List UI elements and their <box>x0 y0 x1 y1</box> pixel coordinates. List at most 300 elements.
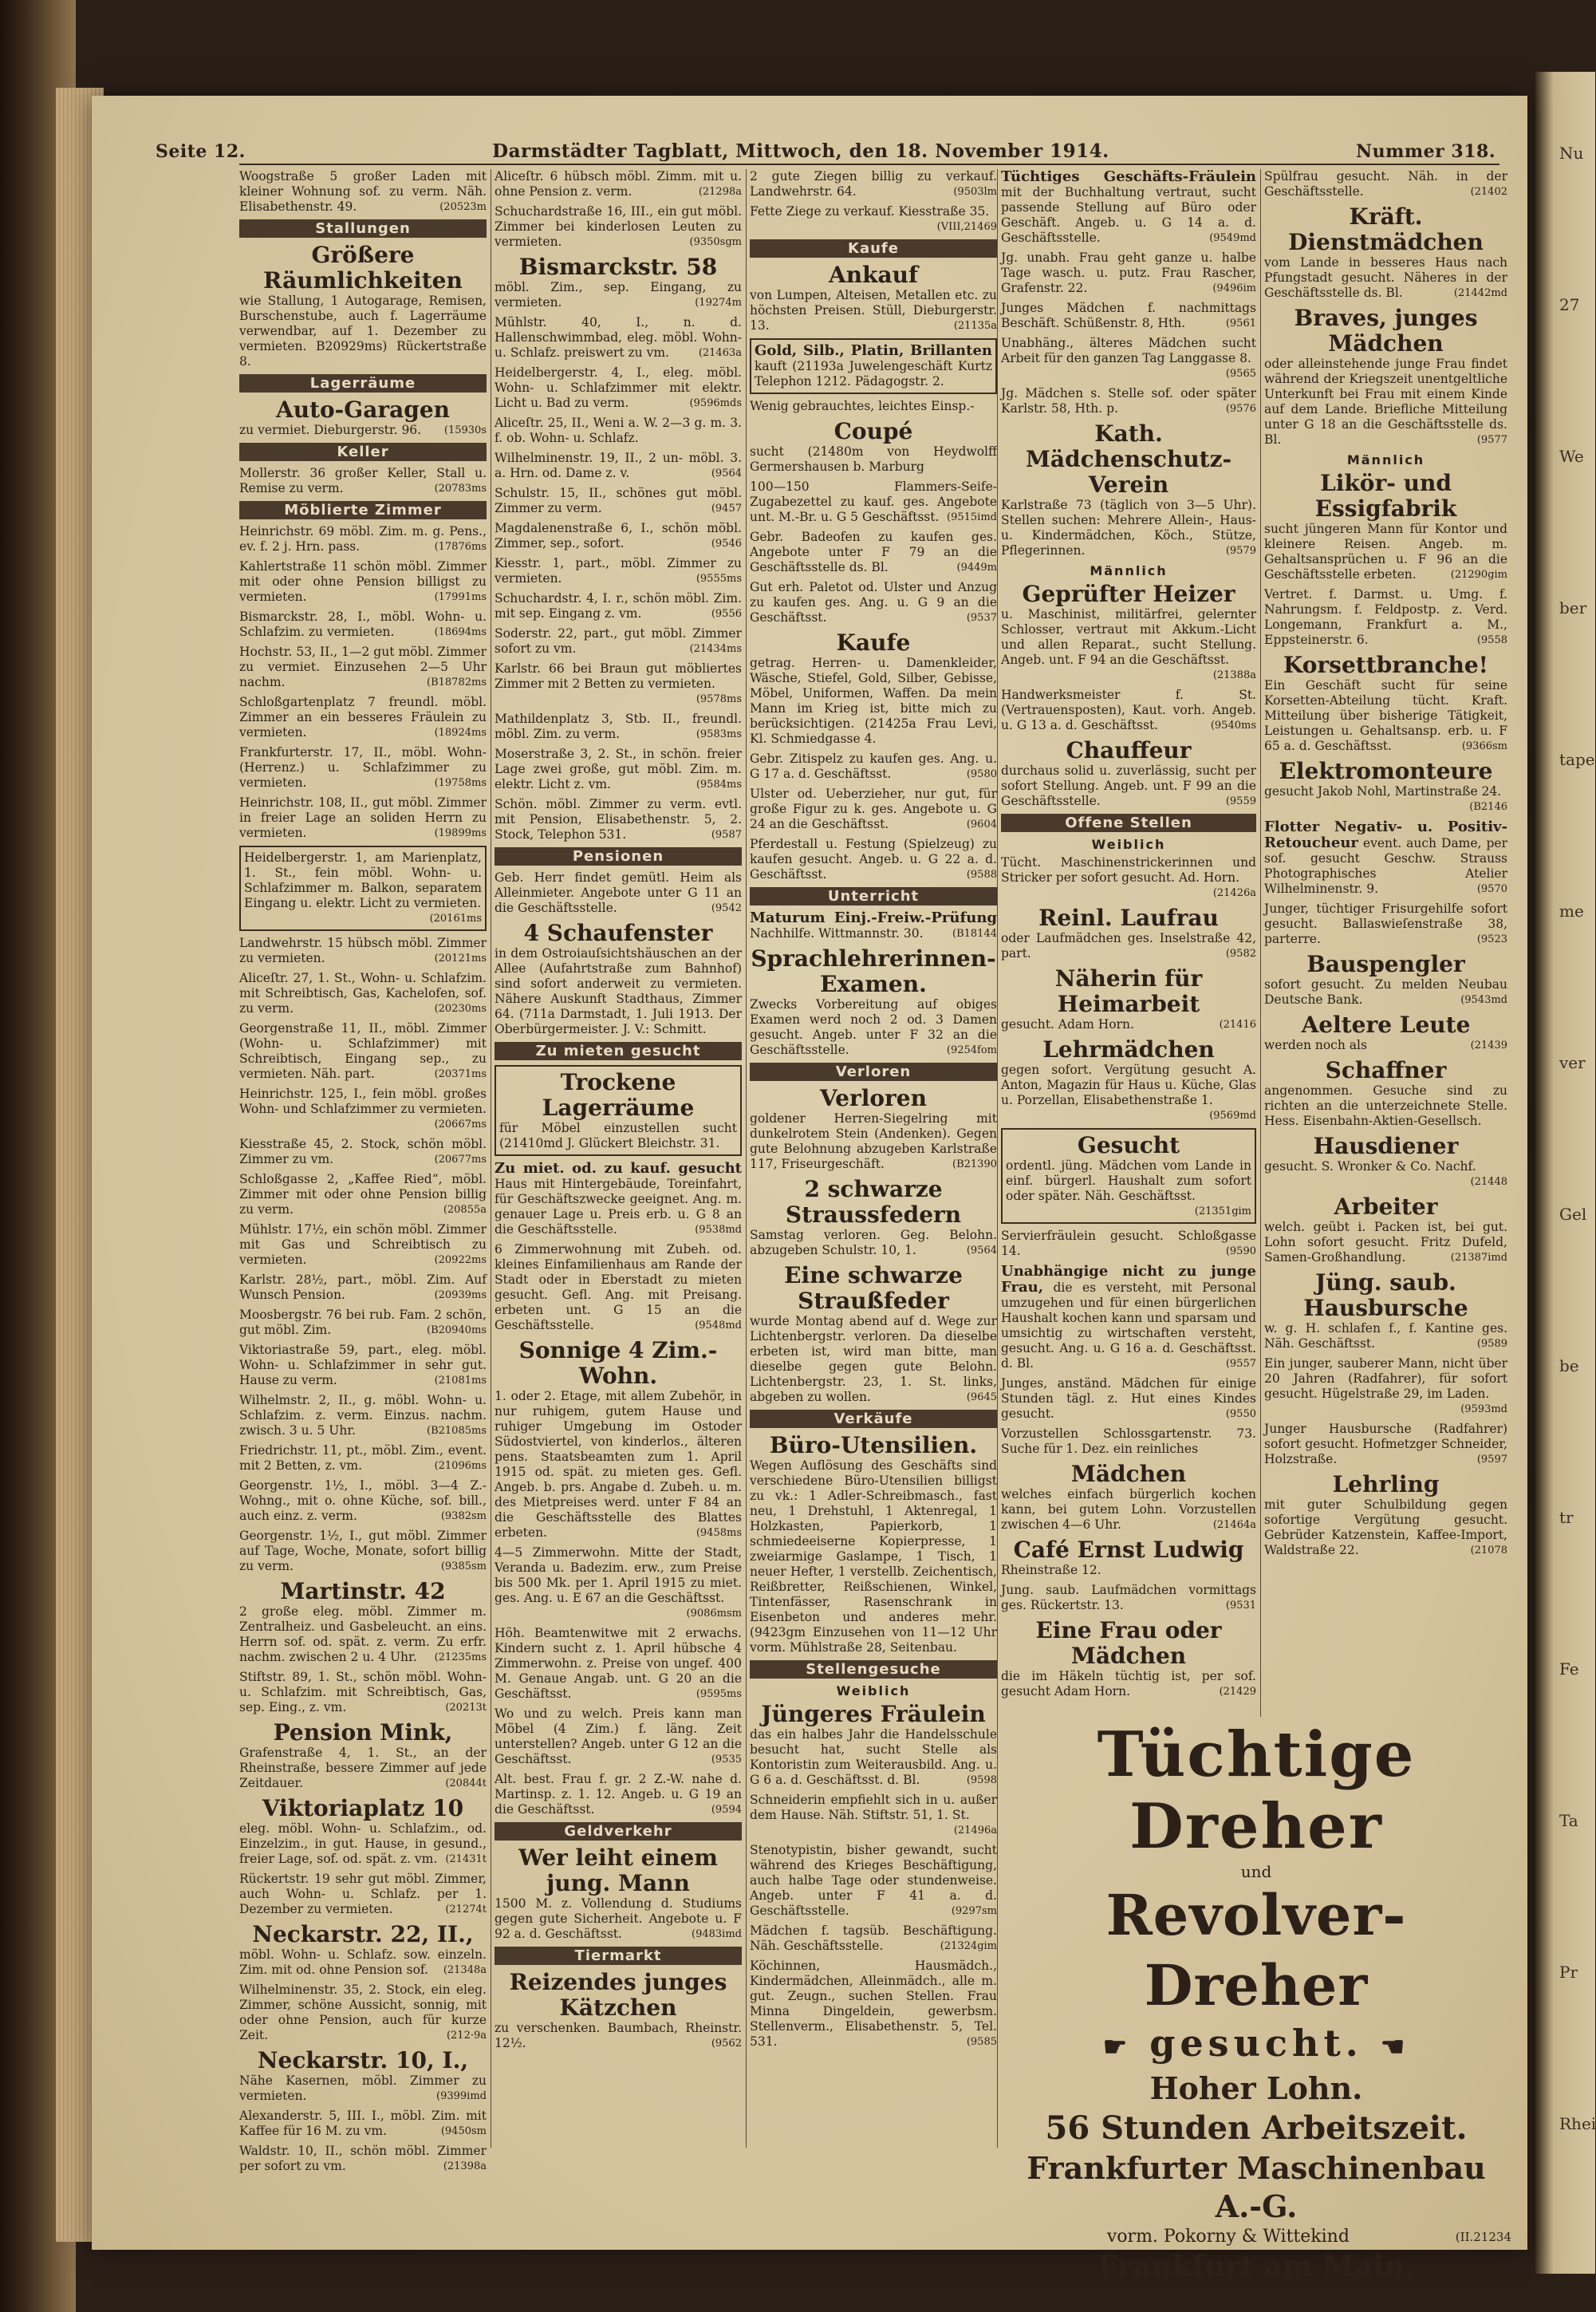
ad-reference-number: (21402 <box>1470 186 1507 198</box>
next-page-fragment: Pr <box>1559 1963 1578 1982</box>
ad-text: Heidelbergerstr. 1, am Marienplatz, 1. St., fein möbl. Wohn- u. Schlafzimmer m. Balkon, separatem Eingang u. elektr. Licht zu vermieten. <box>244 850 482 910</box>
ad-heading: Chauffeur <box>1066 737 1192 763</box>
ad-text: Zwecks Vorbereitung auf obiges Examen werd noch 2 od. 3 Damen gesucht. Angeb. unter F 32 an die Geschäftsstelle. <box>750 997 997 1057</box>
next-page-fragment: me <box>1559 902 1584 921</box>
classified-ad <box>239 645 487 690</box>
ad-heading: Jüngeres Fräulein <box>761 1701 986 1727</box>
ad-reference-number: (21135a <box>953 320 997 332</box>
ad-reference-number: (20677ms <box>434 1154 487 1166</box>
classified-ad <box>1264 169 1507 199</box>
ad-reference-number: (B18782ms <box>427 677 487 688</box>
ad-text: zu vermiet. Dieburgerstr. 96. <box>239 423 422 437</box>
ad-text: oder alleinstehende junge Frau findet während der Kriegszeit unentgeltliche Unterkunft bei Frau mit einem Kinde auf dem Lande. Briefliche Mitteilung unter G 18 an die Geschäftsstelle ds. Bl. <box>1264 357 1507 447</box>
ad-heading: Neckarstr. 22, II., <box>252 1921 474 1947</box>
ad-heading: Bauspengler <box>1306 951 1465 977</box>
ad-reference-number: (21096ms <box>434 1460 487 1472</box>
ad-reference-number: (9561 <box>1225 318 1256 329</box>
ad-reference-number: (19899ms <box>434 827 487 839</box>
ad-reference-number: (9569md <box>1209 1110 1256 1122</box>
classified-ad <box>750 262 997 333</box>
classified-ad <box>750 338 997 394</box>
classified-ad <box>239 2144 487 2174</box>
ad-reference-number: (9548md <box>695 1320 742 1332</box>
ad-heading: Neckarstr. 10, I., <box>257 2047 469 2073</box>
ad-reference-number: (9604 <box>966 819 997 831</box>
ad-reference-number: (18694ms <box>434 626 487 638</box>
ad-text: Heinrichstr. 108, II., gut möbl. Zimmer in freier Lage an soliden Herrn zu vermieten. <box>239 795 487 840</box>
ad-text: Nähe Kasernen, möbl. Zimmer zu vermieten. <box>239 2073 487 2103</box>
ad-reference-number: (9593md <box>1460 1403 1507 1415</box>
ad-text: Mollerstr. 36 großer Keller, Stall u. Remise zu verm. <box>239 466 487 495</box>
ad-reference-number: (9588 <box>966 869 997 881</box>
ad-text: kauft (21193a Juwelengeschäft Kurtz Telephon 1212. Pädagogstr. 2. <box>755 359 992 389</box>
ad-reference-number: (9579 <box>1225 545 1256 557</box>
classified-ad <box>239 1983 487 2043</box>
header-rule <box>239 164 1499 165</box>
ad-text: Jung. saub. Laufmädchen vormittags ges. Rückertstr. 13. <box>1001 1583 1256 1612</box>
ad-reference-number: (9589 <box>1476 1338 1507 1350</box>
classified-ad <box>1001 905 1256 961</box>
ad-reference-number: (9556 <box>711 608 742 620</box>
classified-ad <box>1264 653 1507 754</box>
classified-ad <box>495 486 742 516</box>
classified-ad <box>750 479 997 525</box>
ad-text: Gebr. Badeofen zu kaufen ges. Angebote unter F 79 an die Geschäftsstelle ds. Bl. <box>750 530 997 574</box>
classified-ad <box>495 870 742 916</box>
ad-reference-number: (20783ms <box>434 483 487 495</box>
ad-reference-number: (21235ms <box>434 1651 487 1663</box>
classified-ad <box>239 610 487 640</box>
ad-text: Moserstraße 3, 2. St., in schön. freier Lage zwei große, gut möbl. Zim. m. elektr. Licht z. vm. <box>495 747 742 791</box>
ad-heading: Schaffner <box>1325 1057 1447 1083</box>
classified-ad <box>1264 1270 1507 1351</box>
ad-text: Junges, anständ. Mädchen für einige Stunden tägl. z. Hut eines Kindes gesucht. <box>1001 1376 1256 1421</box>
next-page-fragment: 27 <box>1559 295 1580 314</box>
ad-text: welch. geübt i. Packen ist, bei gut. Lohn sofort gesucht. Fritz Dufeld, Samen-Großhandlung. <box>1264 1220 1507 1264</box>
ad-heading: Unabhängige nicht zu junge Frau, <box>1001 1263 1256 1296</box>
classified-ad <box>239 1922 487 1978</box>
classified-ad <box>750 1702 997 1788</box>
ad-text: Mädchen f. tagsüb. Beschäftigung. Näh. Geschäftsstelle. <box>750 1923 997 1953</box>
ad-text: mit guter Schulbildung gegen sofortige Vergütung gesucht. Gebrüder Katzenstein, Kaffee-Import, Waldstraße 22. <box>1264 1497 1507 1557</box>
classified-ad <box>495 1706 742 1767</box>
ad-heading: Lehrling <box>1332 1471 1440 1497</box>
classified-ad <box>750 910 997 941</box>
subsection-heading: Weiblich <box>1091 837 1166 852</box>
classified-ad <box>495 1970 742 2051</box>
classified-ad <box>1264 759 1507 815</box>
classified-ad <box>239 971 487 1016</box>
classified-ad <box>239 466 487 496</box>
classified-ad <box>495 626 742 657</box>
classified-ad <box>495 661 742 707</box>
classified-ad <box>750 1923 997 1954</box>
ad-text: Soderstr. 22, part., gut möbl. Zimmer sofort zu vm. <box>495 626 742 656</box>
ad-text: Schneiderin empfiehlt sich in u. außer dem Hause. Näh. Stiftstr. 51, 1. St. <box>750 1793 997 1822</box>
classified-ad <box>1264 471 1507 582</box>
ad-reference-number: (21388a <box>1212 669 1256 681</box>
column-2 <box>495 169 742 2164</box>
classified-ad <box>495 1242 742 1333</box>
column-1 <box>239 169 487 2173</box>
next-page-fragment: Nu <box>1559 144 1584 163</box>
next-page-fragment: ber <box>1559 598 1587 617</box>
ad-text: Ein Geschäft sucht für seine Korsetten-Abteilung tücht. Kraft. Mitteilung über bisherige Tätigkeit, Leistungen u. Gehaltsansp. erb. u. F 65 a. d. Geschäftsst. <box>1264 678 1507 753</box>
ad-heading: Gold, Silb., Platin, Brillanten <box>755 342 992 359</box>
ad-reference-number: (9550 <box>1225 1408 1256 1420</box>
ad-headline-2: Revolver-Dreher <box>1105 1882 1407 2018</box>
ad-text: Junger, tüchtiger Frisurgehilfe sofort gesucht. Ballaswieſenstraße 38, parterre. <box>1264 902 1507 946</box>
ad-text: angenommen. Gesuche sind zu richten an die unterzeichnete Stelle. Hess. Eisenbahn-Aktien-Gesellsch. <box>1264 1083 1507 1128</box>
ad-text: die es versteht, mit Personal umzugehen und für einen bürgerlichen Haushalt kochen kann und sparsam und umsichtig zu wirtschaften versteht, gesucht. Ang. u. G 16 a. d. Geschäftsst. d. Bl. <box>1001 1280 1256 1371</box>
ad-reference-number: (9449m <box>956 562 997 574</box>
classified-ad <box>750 580 997 625</box>
column-5 <box>1264 169 1507 1717</box>
ad-text: gesucht Jakob Nohl, Martinstraße 24. <box>1264 784 1502 799</box>
issue-number: Nummer 318. <box>1355 141 1496 162</box>
ad-reference-number: (9562 <box>711 2038 742 2050</box>
ad-text: 4—5 Zimmerwohn. Mitte der Stadt, Veranda u. Badezim. erw., zum Preise bis 500 Mk. per 1. April 1915 zu miet. ges. Ang. u. E 67 an die Geschäftsst. <box>495 1545 742 1605</box>
ad-text: Junges Mädchen f. nachmittags Beschäft. Schüßenstr. 8, Hth. <box>1001 301 1256 330</box>
ad-text: Wilhelminenstr. 19, II., 2 un- möbl. 3. a. Hrn. od. Dame z. v. <box>495 451 742 480</box>
classified-ad <box>1001 421 1256 558</box>
classified-ad <box>495 169 742 199</box>
classified-ad <box>495 556 742 586</box>
classified-ad <box>1001 966 1256 1032</box>
ad-text: u. Maschinist, militärfrei, gelernter Schlosser, vertraut mit Akkum.-Licht und allen Reparat., sucht Stellung. Angeb. unt. F 94 an die Geschäftsst. <box>1001 607 1256 667</box>
ad-reference-number: (9549md <box>1209 232 1256 244</box>
ad-text: Fette Ziege zu verkauf. Kiesstraße 35. <box>750 204 990 219</box>
next-page-fragment: be <box>1559 1356 1579 1375</box>
classified-ad <box>239 1172 487 1217</box>
ad-text: Wenig gebrauchtes, leichtes Einsp.- <box>750 399 975 413</box>
ad-heading: 4 Schaufenster <box>523 920 713 946</box>
ad-text: das ein halbes Jahr die Handelsschule besucht hat, sucht Stelle als Kontoristin zum Weiterausbild. Ang. u. G 6 a. d. Geschäftsst. d. Bl. <box>750 1727 997 1787</box>
ad-text: Wegen Auflösung des Geschäfts sind verschiedene Büro-Utensilien billigst zu vk.: 1 Adler-Schreibmasch., fast neu, 1 Drehstuhl, 1 Aktenregal, 1 Holzkasten, Papierkorb, 1 schmiedeeiserne Kopierpresse, 1 zweiarmige Gaslampe, 1 Tisch, 1 neuer Hefter, 1 verstellb. Zeichentisch, Reißbretter, Reißschienen, Winkel, Tintenfässer, Rasenschrank in Eisenbeton und anderes mehr. (9423gm Einzusehen von 11—12 Uhr vorm. Mühlstraße 28, Seitenbau. <box>750 1458 997 1655</box>
ad-text: Schön. möbl. Zimmer zu verm. evtl. mit Pension, Elisabethenstr. 5, 2. Stock, Telephon 531. <box>495 797 742 842</box>
classified-ad <box>1264 1058 1507 1129</box>
ad-text: durchaus solid u. zuverlässig, sucht per sofort Stellung. Angeb. unt. F 99 an die Geschäftsstelle. <box>1001 763 1256 808</box>
ad-text: Friedrichstr. 11, pt., möbl. Zim., event. mit 2 Betten, z. vm. <box>239 1443 487 1473</box>
ad-reference-number: (B20940ms <box>427 1324 487 1336</box>
ad-reference-number: (9594 <box>711 1804 742 1816</box>
next-page-fragment: Fe <box>1559 1659 1579 1679</box>
classified-ad <box>495 204 742 250</box>
ad-text: 100—150 Flammers-Seife-Zugabezettel zu kauf. ges. Angebote unt. M.-Br. u. G 5 Geschäftsst. <box>750 479 997 524</box>
ad-heading: Café Ernst Ludwig <box>1013 1537 1244 1563</box>
ad-reference-number: (9577 <box>1476 434 1507 446</box>
ad-text: Kahlertstraße 11 schön möbl. Zimmer mit oder ohne Pension billigst zu vermieten. <box>239 559 487 604</box>
classified-ad <box>1264 1134 1507 1190</box>
ad-text: event. auch Dame, per sof. gesucht Geschw. Strauss Photographisches Atelier Wilhelminenstr. 9. <box>1264 836 1507 896</box>
classified-ad <box>495 254 742 310</box>
ad-text: Schloßgasse 2, „Kaffee Ried“, möbl. Zimmer mit oder ohne Pension billig zu verm. <box>239 1172 487 1217</box>
ad-heading: 2 schwarze Straussfedern <box>785 1176 962 1228</box>
ad-heading: Tüchtiges Geschäfts-Fräulein <box>1001 168 1256 185</box>
ad-heading: Reinl. Laufrau <box>1038 905 1219 931</box>
ad-reference-number: (212·9a <box>446 2030 487 2042</box>
ad-reference-number: (9542 <box>711 902 742 914</box>
ad-text: Rheinstraße 12. <box>1001 1563 1101 1577</box>
classified-ad <box>239 1222 487 1268</box>
ad-reference-number: (15930s <box>443 424 487 436</box>
classified-ad <box>1001 738 1256 809</box>
classified-ad <box>750 169 997 199</box>
classified-ad <box>239 846 487 931</box>
ad-text: Moosbergstr. 76 bei rub. Fam. 2 schön, gut möbl. Zim. <box>239 1308 487 1337</box>
classified-ad <box>239 524 487 554</box>
next-page-fragment: Ta <box>1559 1811 1578 1830</box>
classified-ad <box>239 1796 487 1867</box>
ad-reference-number: (20230ms <box>434 1003 487 1015</box>
ad-text: zu verschenken. Baumbach, Rheinstr. 12½. <box>495 2021 742 2050</box>
ad-reference-number: (B21085ms <box>427 1425 487 1437</box>
ad-text: Waldstr. 10, II., schön möbl. Zimmer per sofort zu vm. <box>239 2144 487 2173</box>
column-4 <box>1001 169 1256 1717</box>
ad-heading: Mädchen <box>1070 1461 1187 1487</box>
ad-reference-number: (21448 <box>1470 1176 1507 1188</box>
ad-text: von Lumpen, Alteisen, Metallen etc. zu höchsten Preisen. Stüll, Dieburgerstr. 13. <box>750 288 997 333</box>
classified-ad <box>1264 587 1507 648</box>
ad-reference-number: (18924ms <box>434 727 487 739</box>
ad-text: Mathildenplatz 3, Stb. II., freundl. möbl. Zim. zu verm. <box>495 712 742 741</box>
ad-reference-number: (20213t <box>445 1702 487 1714</box>
classified-ad <box>750 630 997 747</box>
ad-text: Samstag verloren. Geg. Belohn. abzugeben Schulstr. 10, 1. <box>750 1228 997 1257</box>
ad-text: möbl. Zim., sep. Eingang, zu vermieten. <box>495 280 742 310</box>
classified-ad <box>750 837 997 882</box>
ad-reference-number: (20939ms <box>434 1289 487 1301</box>
classified-ad <box>1001 582 1256 683</box>
ad-text: Ein junger, sauberer Mann, nicht über 20 Jahren (Radfahrer), für sofort gesucht. Hügelstraße 29, im Laden. <box>1264 1356 1507 1401</box>
ad-text: Stiftstr. 89, 1. St., schön möbl. Wohn- u. Schlafzim. mit Schreibtisch, Gas, sep. Eing., z. vm. <box>239 1670 487 1714</box>
ad-text: Landwehrstr. 15 hübsch möbl. Zimmer zu vermieten. <box>239 936 487 965</box>
classified-ad <box>1264 1472 1507 1558</box>
classified-ad <box>495 747 742 792</box>
ad-reference-number: (9538md <box>695 1224 742 1236</box>
classified-ad <box>1264 1422 1507 1467</box>
next-page-fragment: tape <box>1559 750 1595 769</box>
ad-reference-number: (20922ms <box>434 1254 487 1266</box>
ad-heading: Korsettbranche! <box>1283 652 1488 678</box>
classified-ad <box>495 797 742 842</box>
ad-heading: Arbeiter <box>1334 1193 1438 1220</box>
ad-company-sub: vorm. Pokorny & Wittekind (II.21234 <box>1106 2227 1511 2247</box>
ad-reference-number: (21298a <box>698 186 742 198</box>
ad-reference-number: (9531 <box>1225 1600 1256 1612</box>
ad-text: Schulstr. 15, II., schönes gut möbl. Zimmer zu verm. <box>495 486 742 515</box>
next-page-fragment: ver <box>1559 1053 1586 1072</box>
pointing-hand-icon: ☛ <box>1102 2031 1133 2063</box>
ad-heading: Lehrmädchen <box>1042 1036 1215 1063</box>
ad-reference-number: (19758ms <box>434 777 487 789</box>
section-heading: Lagerräume <box>239 374 487 393</box>
ad-reference-number: (9582 <box>1225 948 1256 960</box>
classified-ad <box>495 1772 742 1817</box>
classified-ad <box>239 1872 487 1917</box>
subsection-heading: Männlich <box>1346 452 1425 468</box>
ad-reference-number: (B21390 <box>952 1158 997 1170</box>
classified-ad <box>1001 1376 1256 1422</box>
ad-text: Hochstr. 53, II., 1—2 gut möbl. Zimmer zu vermiet. Einzusehen 2—5 Uhr nachm. <box>239 645 487 689</box>
classified-ad <box>1001 1618 1256 1699</box>
ad-reference-number: (9585 <box>966 2036 997 2048</box>
column-rule <box>997 169 998 2148</box>
ad-text: Frankfurterstr. 17, II., möbl. Wohn- (Herrenz.) u. Schlafzimmer zu vermieten. <box>239 745 487 790</box>
classified-ad <box>495 1161 742 1237</box>
ad-text: Junger Hausbursche (Radfahrer) sofort gesucht. Hofmetzger Schneider, Holzstraße. <box>1264 1422 1507 1466</box>
classified-ad <box>1264 204 1507 301</box>
section-heading: Verkäufe <box>750 1410 997 1428</box>
ad-heading: Braves, junges Mädchen <box>1294 305 1478 357</box>
ad-heading: Sonnige 4 Zim.-Wohn. <box>518 1337 718 1389</box>
ad-text: Georgenstr. 1½, I., möbl. 3—4 Z.-Wohng., mit o. ohne Küche, sof. bill., auch einz. z. verm. <box>239 1478 487 1523</box>
ad-text: Mühlstr. 17½, ein schön möbl. Zimmer mit Gas und Schreibtisch zu vermieten. <box>239 1222 487 1267</box>
classified-ad <box>495 921 742 1037</box>
classified-ad <box>1001 1426 1256 1457</box>
ad-reference-number: (9557 <box>1225 1358 1256 1370</box>
ad-reference-number: (9297sm <box>951 1905 997 1917</box>
ad-heading: Aeltere Leute <box>1301 1012 1471 1038</box>
classified-ad <box>750 1959 997 2050</box>
ad-text: Gut erh. Paletot od. Ulster und Anzug zu kaufen ges. Ang. u. G 9 an die Geschäftsst. <box>750 580 997 625</box>
classified-ad <box>495 591 742 621</box>
classified-ad <box>239 795 487 841</box>
ad-heading: Eine schwarze Straußfeder <box>784 1262 963 1314</box>
ad-reference-number: (9515imd <box>947 511 997 523</box>
ad-text: Vorzustellen Schlossgartenstr. 73. Suche für 1. Dez. ein reinliches <box>1001 1426 1256 1456</box>
ad-reference-number: (9590 <box>1225 1245 1256 1257</box>
ad-reference-number: (9596mds <box>689 397 742 409</box>
subsection-heading: Weiblich <box>836 1683 911 1698</box>
ad-reference-number: (9385sm <box>440 1560 487 1572</box>
ad-text: Heinrichstr. 125, I., fein möbl. großes Wohn- und Schlafzimmer zu vermieten. <box>239 1087 487 1116</box>
classified-ad <box>495 1845 742 1942</box>
ad-text: Bismarckstr. 28, I., möbl. Wohn- u. Schlafzim. zu vermieten. <box>239 610 487 639</box>
section-heading: Kaufe <box>750 239 997 258</box>
classified-ad <box>1264 1194 1507 1265</box>
classified-ad <box>239 1137 487 1167</box>
section-heading: Offene Stellen <box>1001 814 1256 832</box>
ad-heading: Elektromonteure <box>1279 758 1493 784</box>
ad-reference-number: (9580 <box>966 768 997 780</box>
ad-reference-number: (21274t <box>445 1904 487 1915</box>
classified-ad <box>1001 1128 1256 1224</box>
ad-text: werden noch als <box>1264 1038 1367 1052</box>
ad-reference-number: (9086msm <box>686 1608 742 1620</box>
ad-company: Frankfurter Maschinenbau A.-G. <box>1027 2150 1486 2224</box>
classified-ad <box>1001 1462 1256 1533</box>
ad-text: Karlstraße 73 (täglich von 3—5 Uhr). Stellen suchen: Mehrere Allein-, Haus- u. Kindermädchen, Köch., Stütze, Pflegerinnen. <box>1001 498 1256 558</box>
ad-reference-number: (17876ms <box>434 541 487 553</box>
display-advertisement <box>1001 1718 1511 2283</box>
ad-reference-number: (9645 <box>966 1391 997 1403</box>
ad-heading: Größere Räumlichkeiten <box>263 242 463 294</box>
ad-text: Schuchardstraße 16, III., ein gut möbl. Zimmer bei kinderlosen Leuten zu vermieten. <box>495 204 742 249</box>
ad-heading: Jüng. saub. Hausbursche <box>1303 1269 1468 1321</box>
ad-reference-number: (21416 <box>1219 1019 1256 1031</box>
classified-ad <box>1264 819 1507 897</box>
ad-text: Stenotypistin, bisher gewandt, sucht während des Krieges Beschäftigung, auch halbe Tage oder stundenweise. Angeb. unter F 41 a. d. Geschäftsstelle. <box>750 1843 997 1918</box>
classified-ad <box>239 1393 487 1438</box>
ad-heading: Reizendes junges Kätzchen <box>509 1969 727 2021</box>
ad-reference-number: (9546 <box>711 538 742 550</box>
ad-heading: Martinstr. 42 <box>280 1578 446 1604</box>
classified-ad <box>1001 688 1256 733</box>
ad-reference-number: (20855a <box>443 1204 487 1216</box>
classified-ad <box>495 416 742 446</box>
ad-reference-number: (21463a <box>698 347 742 359</box>
classified-ad <box>239 1443 487 1474</box>
ad-text: Vertret. f. Darmst. u. Umg. f. Nahrungsm. f. Feldpostp. z. Verd. Longemann, Frankfurt a. M., Eppsteinerstr. 6. <box>1264 587 1507 647</box>
classified-ad <box>495 1626 742 1702</box>
classified-ad <box>1264 1356 1507 1417</box>
ad-heading: Sprachlehrerinnen-Examen. <box>751 945 996 997</box>
classified-ad <box>239 745 487 791</box>
classified-ad <box>1001 386 1256 416</box>
section-heading: Tiermarkt <box>495 1947 742 1965</box>
ad-text: Wilhelminenstr. 35, 2. Stock, ein eleg. Zimmer, schöne Aussicht, sonnig, mit oder ohne Pension, auch für kurze Zeit. <box>239 1983 487 2042</box>
ad-text: Kiesstr. 1, part., möbl. Zimmer zu vermieten. <box>495 556 742 586</box>
classified-ad <box>239 243 487 369</box>
ad-reference-number: (9496im <box>1212 282 1256 294</box>
ad-text: Nachhilfe. Wittmannstr. 30. <box>750 926 924 941</box>
classified-ad <box>750 530 997 575</box>
next-page-fragment: Gel <box>1559 1205 1587 1224</box>
classified-ad <box>239 2109 487 2139</box>
ad-text: Handwerksmeister f. St. (Vertrauensposten), Kaut. vorh. Angeb. u. G 13 a. d. Geschäftsst. <box>1001 688 1256 732</box>
ad-reference-number: (17991ms <box>434 591 487 603</box>
ad-text: Wilhelmstr. 2, II., g. möbl. Wohn- u. Schlafzim. z. verm. Einzus. nachm. zwisch. 3 u. 5 Uhr. <box>239 1393 487 1438</box>
ad-text: Schloßgartenplatz 7 freundl. möbl. Zimmer an ein besseres Fräulein zu vermieten. <box>239 695 487 740</box>
ad-reference-number: (9584ms <box>696 779 742 791</box>
ad-text: Wo und zu welch. Preis kann man Möbel (4 Zim.) f. läng. Zeit unterstellen? Angeb. unter G 12 an die Geschäftsst. <box>495 1706 742 1766</box>
ad-reference-number: (9543md <box>1460 994 1507 1006</box>
ad-reference-number: (20667ms <box>434 1119 487 1130</box>
ad-heading: Bismarckstr. 58 <box>518 254 718 280</box>
ad-reference-number: (9565 <box>1225 368 1256 380</box>
ad-reference-number: (9399imd <box>436 2090 487 2102</box>
section-heading: Geldverkehr <box>495 1822 742 1841</box>
ad-text: Köchinnen, Hausmädch., Kindermädchen, Alleinmädch., alle m. gut. Zeugn., suchen Stellen. Frau Minna Dingeldein, gewerbsm. Stellenverm., Elisabethenstr. 5, Tel. 531. <box>750 1959 997 2049</box>
section-heading: Verloren <box>750 1063 997 1081</box>
ad-heading: Maturum Einj.-Freiw.-Prüfung <box>750 909 997 926</box>
ad-text: Kiesstraße 45, 2. Stock, schön möbl. Zimmer zu vm. <box>239 1137 487 1166</box>
classified-ad <box>1264 952 1507 1008</box>
ad-text: sucht (21480m von Heydwolff Germershausen b. Marburg <box>750 444 997 474</box>
classified-ad <box>495 521 742 551</box>
ad-text: Servierfräulein gesucht. Schloßgasse 14. <box>1001 1229 1256 1258</box>
ad-reference-number: (21351gim <box>1194 1205 1251 1217</box>
ad-text: goldener Herren-Siegelring mit dunkelrotem Stein (Andenken). Gegen gute Belohnung abzugeben Karlstraße 117, Friseurgeschäft. <box>750 1111 997 1171</box>
ad-reference-number: (9564 <box>711 468 742 479</box>
ad-reference-number: (20161ms <box>429 913 482 925</box>
ad-reference-number: (21078 <box>1470 1545 1507 1556</box>
ad-reference-number: (21290gim <box>1450 569 1507 581</box>
classified-ad <box>1264 1012 1507 1053</box>
ad-reference-number: (21387imd <box>1450 1252 1507 1264</box>
ad-text: eleg. möbl. Wohn- u. Schlafzim., od. Einzelzim., in gut. Hause, in gesund., freier Lage, sof. od. spät. z. vm. <box>239 1821 487 1866</box>
ad-reference-number: (21398a <box>443 2160 487 2172</box>
ad-reference-number: (9578ms <box>696 693 742 705</box>
ad-text: 6 Zimmerwohnung mit Zubeh. od. kleines Einfamilienhaus am Rande der Stadt oder in Eberstadt zu mieten gesucht. Gefl. Ang. mit Preisang. erbeten unt. G 15 an die Geschäftsstelle. <box>495 1242 742 1332</box>
column-3 <box>750 169 997 2164</box>
pointing-hand-icon: ☚ <box>1380 2031 1410 2063</box>
ad-reference-number: (B2146 <box>1469 801 1507 813</box>
section-heading: Stellengesuche <box>750 1660 997 1679</box>
ad-reference-number: (21429 <box>1219 1686 1256 1698</box>
ad-text: Rückertstr. 19 sehr gut möbl. Zimmer, auch Wohn- u. Schlafz. per 1. Dezember zu vermieten. <box>239 1872 487 1916</box>
